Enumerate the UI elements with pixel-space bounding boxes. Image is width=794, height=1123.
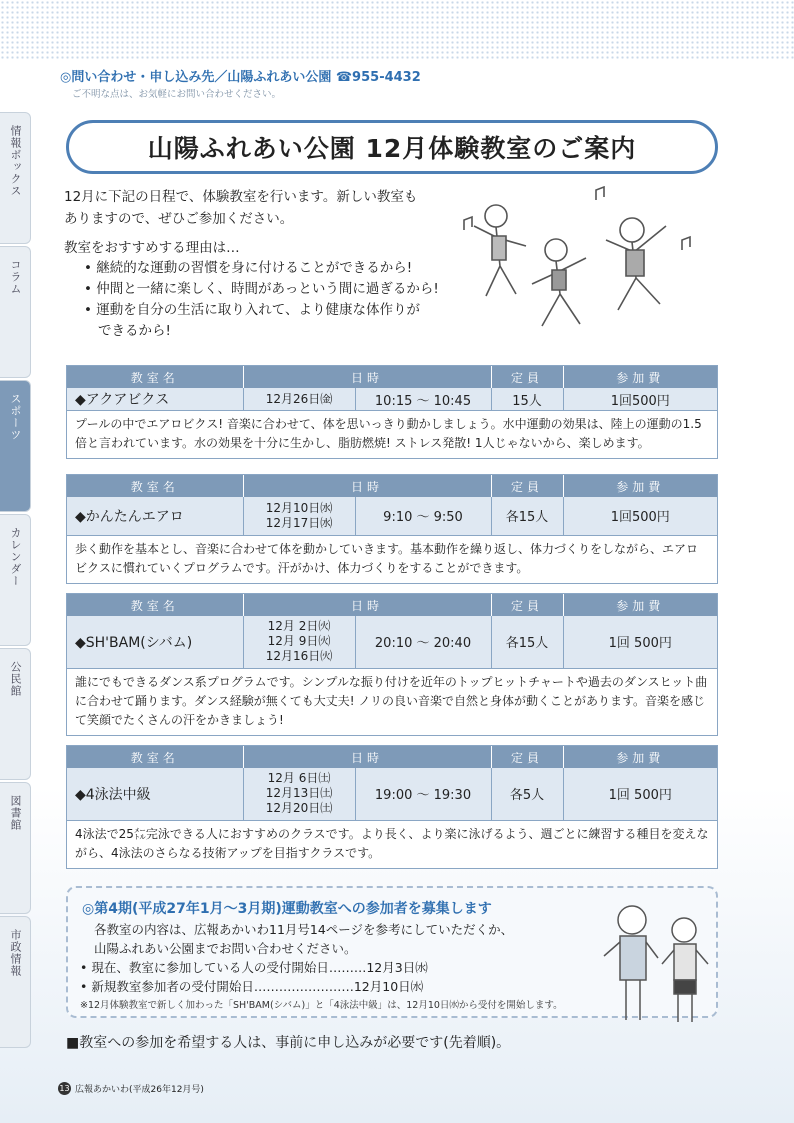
course-date: 12月 6日㈯ 12月13日㈯ 12月20日㈯	[243, 768, 355, 820]
page-number: 13	[59, 1084, 70, 1093]
course-name: ◆かんたんエアロ	[67, 497, 243, 535]
header-name: 教室名	[67, 746, 243, 768]
sidetab-library[interactable]	[0, 782, 31, 914]
course-capacity: 各15人	[491, 616, 563, 668]
sidetab-label: コラム	[9, 259, 22, 295]
contact-info: ◎問い合わせ・申し込み先／山陽ふれあい公園 ☎955-4432	[60, 70, 421, 85]
sidetab-label: カレンダー	[9, 527, 22, 587]
sidetab-label: 公民館	[9, 661, 22, 697]
sidetab-info-box[interactable]	[0, 112, 31, 244]
header-date: 日時	[243, 366, 491, 388]
course-name: ◆SH'BAM(シバム)	[67, 616, 243, 668]
course-capacity: 各15人	[491, 497, 563, 535]
course-name: ◆アクアビクス	[67, 388, 243, 411]
course-date: 12月26日㈮	[243, 388, 355, 411]
course-description: 歩く動作を基本とし、音楽に合わせて体を動かしていきます。基本動作を繰り返し、体力づくりをしながら、エアロビクスに慣れていくプログラムです。汗がかけ、体力づくりをすることができます。	[75, 541, 699, 575]
intro-line: ありますので、ぜひご参加ください。	[64, 211, 294, 227]
header-dot-band	[0, 0, 794, 60]
course-four-strokes	[66, 745, 718, 869]
recruitment-item: • 新規教室参加者の受付開始日……………………12月10日㈬	[80, 979, 424, 994]
course-capacity: 各5人	[491, 768, 563, 820]
intro-text	[64, 186, 464, 230]
course-aquabics	[66, 365, 718, 459]
publication-name: 広報あかいわ(平成26年12月号)	[75, 1085, 204, 1095]
sidetab-column[interactable]	[0, 246, 31, 378]
header-name: 教室名	[67, 366, 243, 388]
course-description: 誰にでもできるダンス系プログラムです。シンプルな振り付けを近年のトップヒットチャートや過去のダンスヒット曲に合わせて踊ります。ダンス経験が無くても大丈夫! ノリの良い音楽で自然と身体が動くことがあります。音楽を感じて笑顔でたくさんの汗をかきましょう!	[75, 674, 708, 727]
sidetab-label: 情報ボックス	[9, 125, 22, 197]
sidetab-calendar[interactable]	[0, 514, 31, 646]
recruitment-title: ◎第4期(平成27年1月～3月期)運動教室への参加者を募集します	[82, 901, 492, 917]
intro-line: 12月に下記の日程で、体験教室を行います。新しい教室も	[64, 189, 418, 205]
course-description: プールの中でエアロビクス! 音楽に合わせて、体を思いっきり動かしましょう。水中運動の効果は、陸上の運動の1.5倍と言われています。水の効果を十分に生かし、脂肪燃焼! ストレス発散! 1人じゃないから、楽しめます。	[75, 417, 702, 450]
page-title: 山陽ふれあい公園 12月体験教室のご案内	[147, 134, 637, 163]
sidetab-label: 市政情報	[9, 929, 22, 977]
reason-item: • 運動を自分の生活に取り入れて、より健康な体作りが	[84, 302, 420, 318]
header-fee: 参加費	[563, 475, 717, 497]
course-date: 12月 2日㈫ 12月 9日㈫ 12月16日㈫	[243, 616, 355, 668]
sidetab-city-info[interactable]	[0, 916, 31, 1048]
course-time: 19:00 ～ 19:30	[355, 768, 491, 820]
course-easy-aero	[66, 474, 718, 584]
recruitment-line: 各教室の内容は、広報あかいわ11月号14ページを参考にしていただくか、	[94, 922, 514, 937]
sidetab-label: 図書館	[9, 795, 22, 831]
reason-item-continued: できるから!	[98, 323, 171, 339]
course-fee: 1回500円	[563, 388, 717, 411]
sidetab-sports[interactable]	[0, 380, 31, 512]
reasons-list	[84, 258, 439, 342]
header-capacity: 定員	[491, 475, 563, 497]
course-time: 20:10 ～ 20:40	[355, 616, 491, 668]
course-fee: 1回 500円	[563, 768, 717, 820]
course-capacity: 15人	[491, 388, 563, 411]
sidetab-label: スポーツ	[9, 393, 22, 441]
header-capacity: 定員	[491, 746, 563, 768]
staff-illustration	[598, 896, 718, 1028]
header-date: 日時	[243, 475, 491, 497]
header-fee: 参加費	[563, 746, 717, 768]
header-capacity: 定員	[491, 594, 563, 616]
header-capacity: 定員	[491, 366, 563, 388]
header-fee: 参加費	[563, 366, 717, 388]
header-name: 教室名	[67, 475, 243, 497]
recruitment-line: 山陽ふれあい公園までお問い合わせください。	[94, 941, 357, 956]
header-date: 日時	[243, 746, 491, 768]
header-date: 日時	[243, 594, 491, 616]
title-banner	[66, 120, 718, 174]
reasons-heading: 教室をおすすめする理由は…	[64, 240, 240, 256]
course-description: 4泳法で25㍍完泳できる人におすすめのクラスです。より長く、より楽に泳げるよう、週ごとに練習する種目を変えながら、4泳法のさらなる技術アップを目指すクラスです。	[75, 826, 709, 860]
course-date: 12月10日㈬ 12月17日㈬	[243, 497, 355, 535]
course-time: 10:15 ～ 10:45	[355, 388, 491, 411]
course-fee: 1回500円	[563, 497, 717, 535]
header-name: 教室名	[67, 594, 243, 616]
application-notice: ■教室への参加を希望する人は、事前に申し込みが必要です(先着順)。	[66, 1035, 511, 1051]
course-fee: 1回 500円	[563, 616, 717, 668]
contact-subtext: ご不明な点は、お気軽にお問い合わせください。	[72, 89, 282, 100]
sidetab-community-center[interactable]	[0, 648, 31, 780]
recruitment-note: ※12月体験教室で新しく加わった「SH'BAM(シバム)」と「4泳法中級」は、12月10日㈬から受付を開始します。	[80, 1000, 563, 1011]
dancers-illustration	[456, 186, 696, 336]
page-footer	[58, 1082, 204, 1095]
recruitment-item: • 現在、教室に参加している人の受付開始日………12月3日㈬	[80, 960, 428, 975]
course-shbam	[66, 593, 718, 736]
reason-item: • 継続的な運動の習慣を身に付けることができるから!	[84, 260, 413, 276]
recruitment-body	[80, 920, 563, 1015]
course-time: 9:10 ～ 9:50	[355, 497, 491, 535]
course-name: ◆4泳法中級	[67, 768, 243, 820]
reason-item: • 仲間と一緒に楽しく、時間があっという間に過ぎるから!	[84, 281, 439, 297]
header-fee: 参加費	[563, 594, 717, 616]
